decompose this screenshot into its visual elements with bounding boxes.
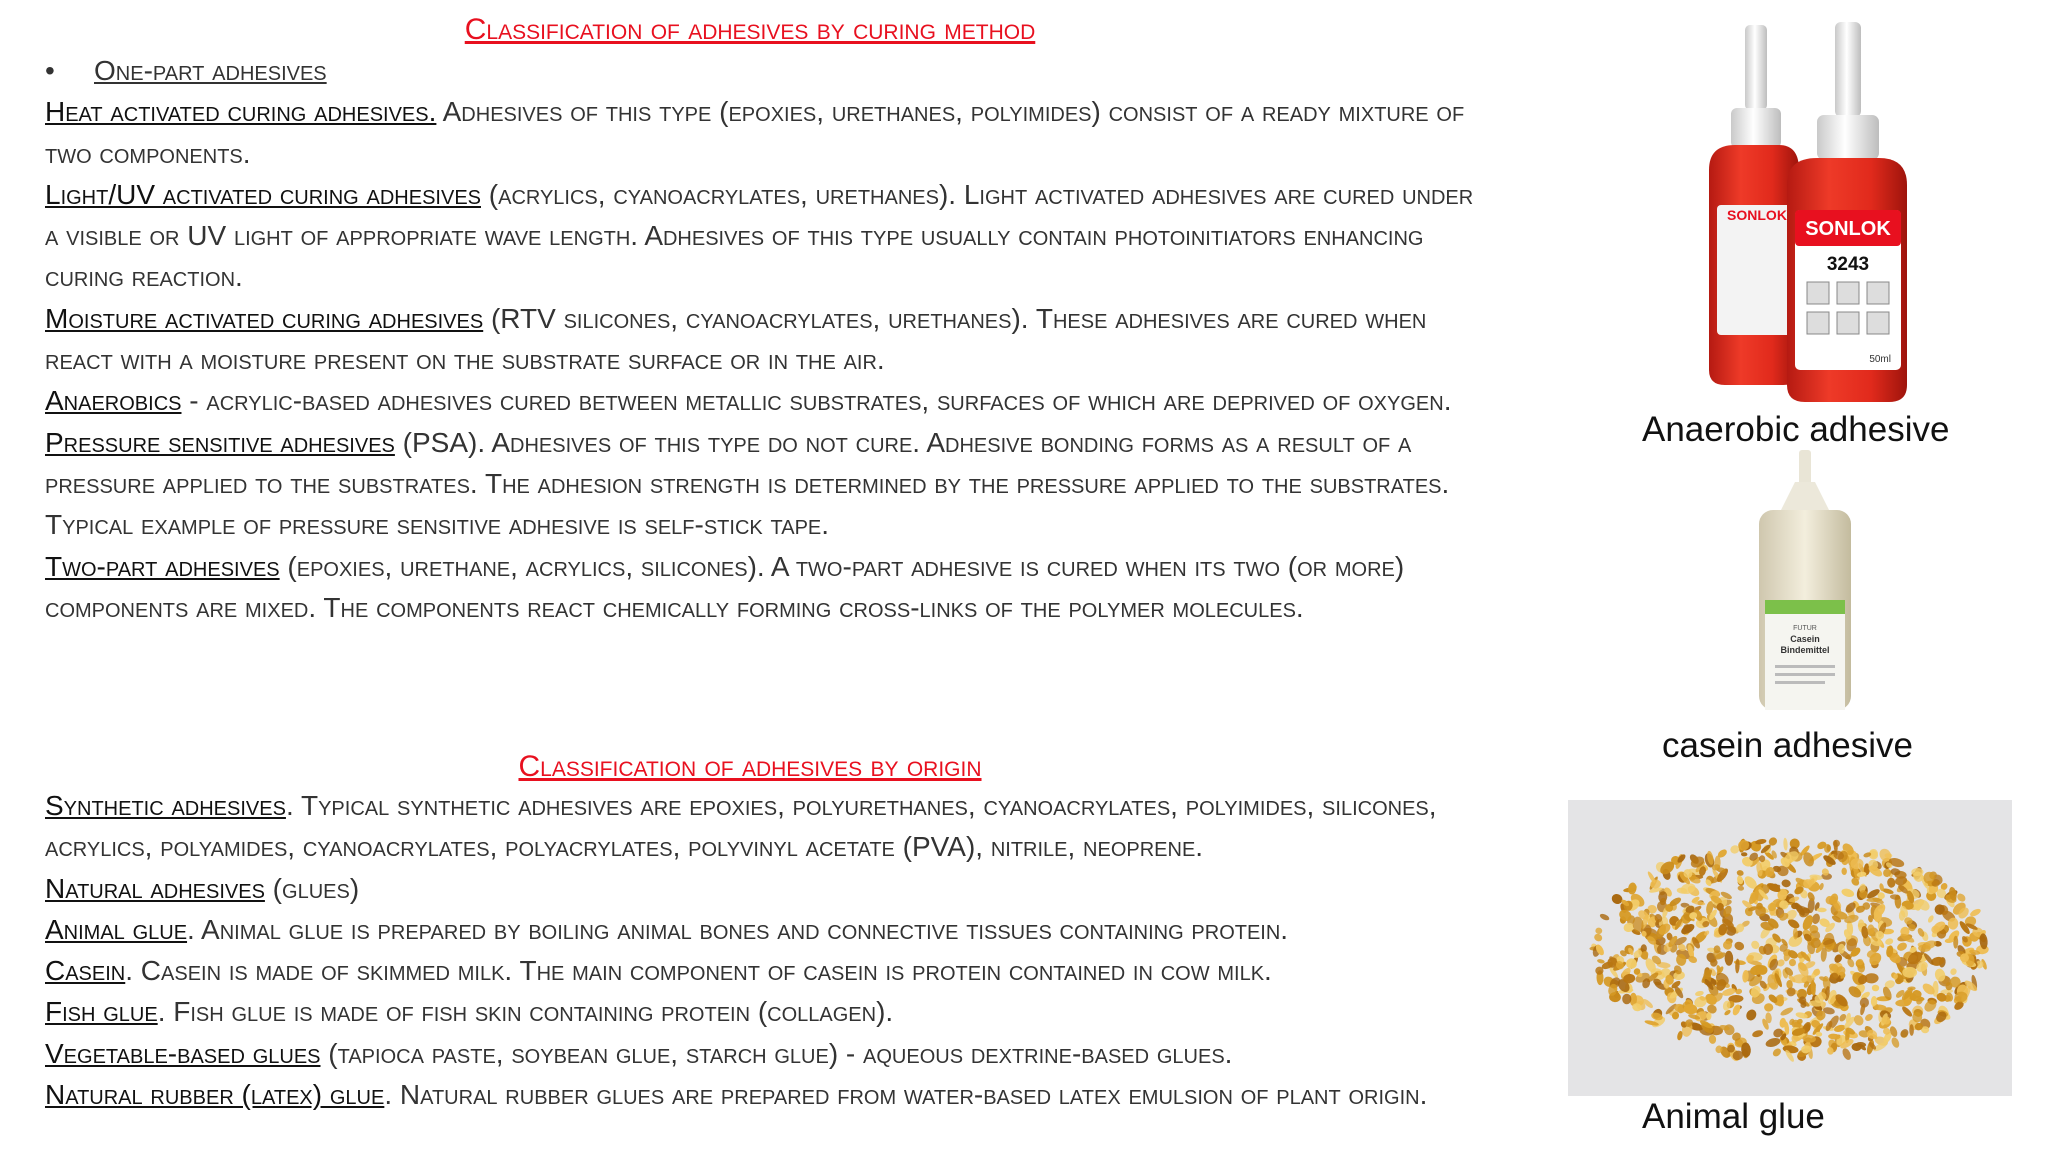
- animal-glue-image: [1568, 800, 2012, 1096]
- term-two-part: Two-part adhesives: [45, 550, 280, 582]
- back-bottle: [1709, 25, 1799, 385]
- item-psa: [45, 422, 1475, 546]
- term-psa: Pressure sensitive adhesives: [45, 426, 395, 458]
- desc-moisture: (RTV silicones, cyanoacrylates, urethanes). These adhesives are cured when react with a moisture present on the substrate surface or in the air.: [45, 302, 1427, 376]
- desc-psa: (PSA). Adhesives of this type do not cure. Adhesive bonding forms as a result of a pressure applied to the substrates. The adhesion strength is determined by the pressure applied to the substrates. Typical example of pressure sensitive adhesive is self-stick tape.: [45, 426, 1450, 541]
- one-part-label: One-part adhesives: [94, 55, 327, 86]
- term-fish-glue: Fish glue: [45, 996, 158, 1028]
- desc-animal-glue: . Animal glue is prepared by boiling animal bones and connective tissues containing protein.: [187, 913, 1289, 945]
- item-synthetic: [45, 785, 1475, 868]
- desc-light-uv: (acrylics, cyanoacrylates, urethanes). Light activated adhesives are cured under a visible or UV light of appropriate wave length. Adhesives of this type usually contain photoinitiators enhancing curing reaction.: [45, 178, 1474, 293]
- desc-casein: . Casein is made of skimmed milk. The main component of casein is protein contained in cow milk.: [125, 955, 1272, 987]
- item-animal-glue: [45, 909, 1475, 950]
- term-heat-activated: Heat activated curing adhesives.: [45, 96, 437, 128]
- caption-casein: casein adhesive: [1662, 726, 1913, 765]
- casein-label-name: Casein: [1790, 634, 1820, 644]
- desc-vegetable: (tapioca paste, soybean glue, starch glue) - aqueous dextrine-based glues.: [320, 1037, 1233, 1069]
- bullet-dot: •: [45, 55, 55, 86]
- item-latex: [45, 1074, 1475, 1115]
- item-casein: [45, 950, 1475, 991]
- term-light-uv: Light/UV activated curing adhesives: [45, 178, 481, 210]
- bullet-one-part: [45, 50, 1475, 91]
- item-moisture: [45, 298, 1475, 381]
- item-vegetable: [45, 1033, 1475, 1074]
- term-latex: Natural rubber (latex) glue: [45, 1079, 385, 1111]
- desc-heat-activated: Adhesives of this type (epoxies, urethanes, polyimides) consist of a ready mixture of two components.: [45, 96, 1465, 169]
- desc-latex: . Natural rubber glues are prepared from water-based latex emulsion of plant origin.: [384, 1079, 1428, 1111]
- heading-curing-method: Classification of adhesives by curing method: [464, 13, 1036, 46]
- term-animal-glue: Animal glue: [45, 913, 188, 945]
- desc-natural: (glues): [264, 872, 360, 904]
- anaerobic-adhesive-image: [1695, 20, 1935, 405]
- front-bottle: [1787, 22, 1907, 402]
- heading-origin: Classification of adhesives by origin: [518, 750, 982, 783]
- item-natural: [45, 868, 1475, 909]
- origin-text: [45, 785, 1475, 1115]
- term-casein: Casein: [45, 955, 126, 987]
- front-bottle-brand: SONLOK: [1805, 218, 1891, 240]
- desc-two-part: (epoxies, urethane, acrylics, silicones). A two-part adhesive is cured when its two (or more) components are mixed. The components react chemically forming cross-links of the polymer molecules.: [45, 550, 1405, 623]
- front-bottle-code: 3243: [1826, 254, 1870, 275]
- casein-adhesive-image: [1745, 450, 1865, 720]
- item-two-part: [45, 546, 1475, 629]
- caption-animal-glue: Animal glue: [1642, 1097, 1825, 1136]
- item-heat-activated: [45, 91, 1475, 174]
- desc-synthetic: . Typical synthetic adhesives are epoxies, polyurethanes, cyanoacrylates, polyimides, silicones, acrylics, polyamides, cyanoacrylates, polyacrylates, polyvinyl acetate (PVA), nitrile, neoprene.: [45, 790, 1437, 863]
- term-natural: Natural adhesives: [45, 872, 265, 904]
- term-moisture: Moisture activated curing adhesives: [45, 302, 484, 334]
- item-anaerobics: [45, 380, 1475, 421]
- term-synthetic: Synthetic adhesives: [45, 790, 286, 821]
- term-anaerobics: Anaerobics: [45, 385, 182, 417]
- front-bottle-volume: 50ml: [1869, 354, 1891, 365]
- caption-anaerobic: Anaerobic adhesive: [1642, 410, 1950, 449]
- back-bottle-brand: SONLOK: [1727, 207, 1787, 223]
- curing-method-text: [45, 50, 1475, 628]
- term-vegetable: Vegetable-based glues: [45, 1037, 321, 1069]
- desc-anaerobics: - acrylic-based adhesives cured between metallic substrates, surfaces of which are deprived of oxygen.: [181, 385, 1452, 417]
- desc-fish-glue: . Fish glue is made of fish skin containing protein (collagen).: [157, 996, 894, 1028]
- item-fish-glue: [45, 991, 1475, 1032]
- casein-label-sub: Bindemittel: [1780, 645, 1830, 655]
- casein-label-brand: FUTUR: [1793, 625, 1817, 632]
- item-light-uv: [45, 174, 1475, 298]
